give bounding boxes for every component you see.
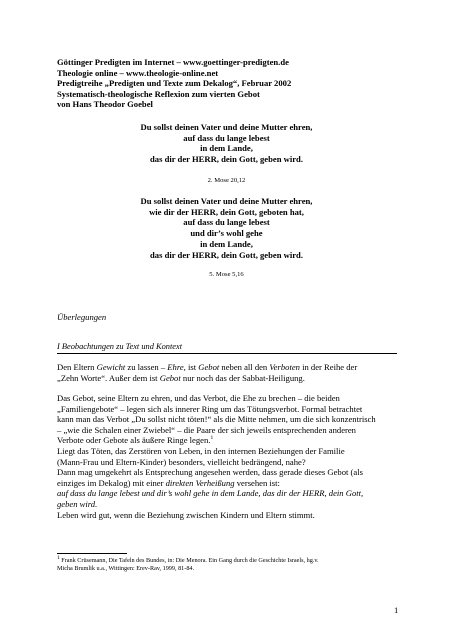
- header-line: Göttinger Predigten im Internet – www.goettinger-predigten.de: [57, 57, 289, 67]
- italic-quote: geben wird.: [57, 498, 98, 509]
- footnote-mark: 1: [57, 554, 60, 561]
- verse-line: wie dir der HERR, dein Gott, geboten hat,: [149, 206, 304, 217]
- verse-line: in dem Lande,: [200, 238, 253, 249]
- verse-line: Du sollst deinen Vater und deine Mutter ehren,: [140, 196, 313, 206]
- footnote-divider: [57, 553, 127, 554]
- header-line: von Hans Theodor Goebel: [57, 99, 153, 109]
- verse-reference: 2. Mose 20,12: [207, 177, 246, 184]
- footnote-reference[interactable]: 1: [210, 435, 214, 442]
- verse-line: auf dass du lange lebest: [183, 132, 270, 143]
- verse-reference: 5. Mose 5,16: [209, 271, 244, 278]
- verse-line: und dir’s wohl gehe: [190, 228, 263, 239]
- footnote: 1 Frank Crüsemann, Die Tafeln des Bundes, in: Die Menora. Ein Gang durch die Geschichte Israels, hg.v. Micha Brumlik u.a., Wittingen: Erev-Rav, 1999, 81-84.: [57, 554, 319, 572]
- verse-line: auf dass du lange lebest: [183, 217, 270, 228]
- header-line: Systematisch-theologische Reflexion zum vierten Gebot: [57, 88, 260, 99]
- document-header: [57, 57, 291, 110]
- verse-line: Du sollst deinen Vater und deine Mutter ehren,: [140, 122, 313, 132]
- page-number: 1: [394, 605, 399, 615]
- header-line: Theologie online – www.theologie-online.net: [57, 67, 219, 78]
- italic-quote: auf dass du lange lebest und dir’s wohl gehe in dem Lande, das dir der HERR, dein Gott,: [57, 488, 364, 499]
- verse-line: das dir der HERR, dein Gott, geben wird.: [150, 249, 303, 260]
- section-title: Überlegungen: [57, 312, 107, 322]
- verse-deuteronomy: [0, 196, 453, 260]
- verse-line: das dir der HERR, dein Gott, geben wird.: [150, 154, 303, 165]
- verse-exodus: [0, 122, 453, 165]
- paragraph-two: Das Gebot, seine Eltern zu ehren, und das Verbot, die Ehe zu brechen – die beiden „Familiengebote“ – legen sich als innerer Ring um das Tötungsverbot. Formal betrachtet kann man das Verbot „Du sollst nicht töten!“ als die Mitte nehmen, um die sich konzentrisch – „wie die Schalen einer Zwiebel“ – die Paare der sich jeweils entsprechenden anderen Verbote oder Gebote als äußere Ringe legen.$^1$ Liegt das Töten, das Zerstören von Leben, in den internen Beziehungen der Familie (Mann-Frau und Eltern-Kinder) besonders, vielleicht bedrängend, nahe? Dann mag umgekehrt als Entsprechung angesehen werden, dass gerade dieses Gebot (als einziges im Dekalog) mit einer direkten Verheißung versehen ist: auf dass du lange lebest und dir’s wohl gehe in dem Lande, das dir der HERR, dein Gott, geben wird. Leben wird gut, wenn die Beziehung zwischen Kindern und Eltern stimmt.: [57, 393, 402, 520]
- paragraph-one: Den Eltern Gewicht zu lassen – Ehre, ist Gebot neben all den Verboten in der Reihe der „Zehn Worte“. Außer dem ist Gebot nur noch das der Sabbat-Heiligung.: [57, 362, 358, 383]
- header-line: Predigtreihe „Predigten und Texte zum Dekalog“, Februar 2002: [57, 78, 292, 88]
- subsection-heading: I Beobachtungen zu Text und Kontext: [57, 342, 397, 354]
- verse-line: in dem Lande,: [200, 143, 253, 154]
